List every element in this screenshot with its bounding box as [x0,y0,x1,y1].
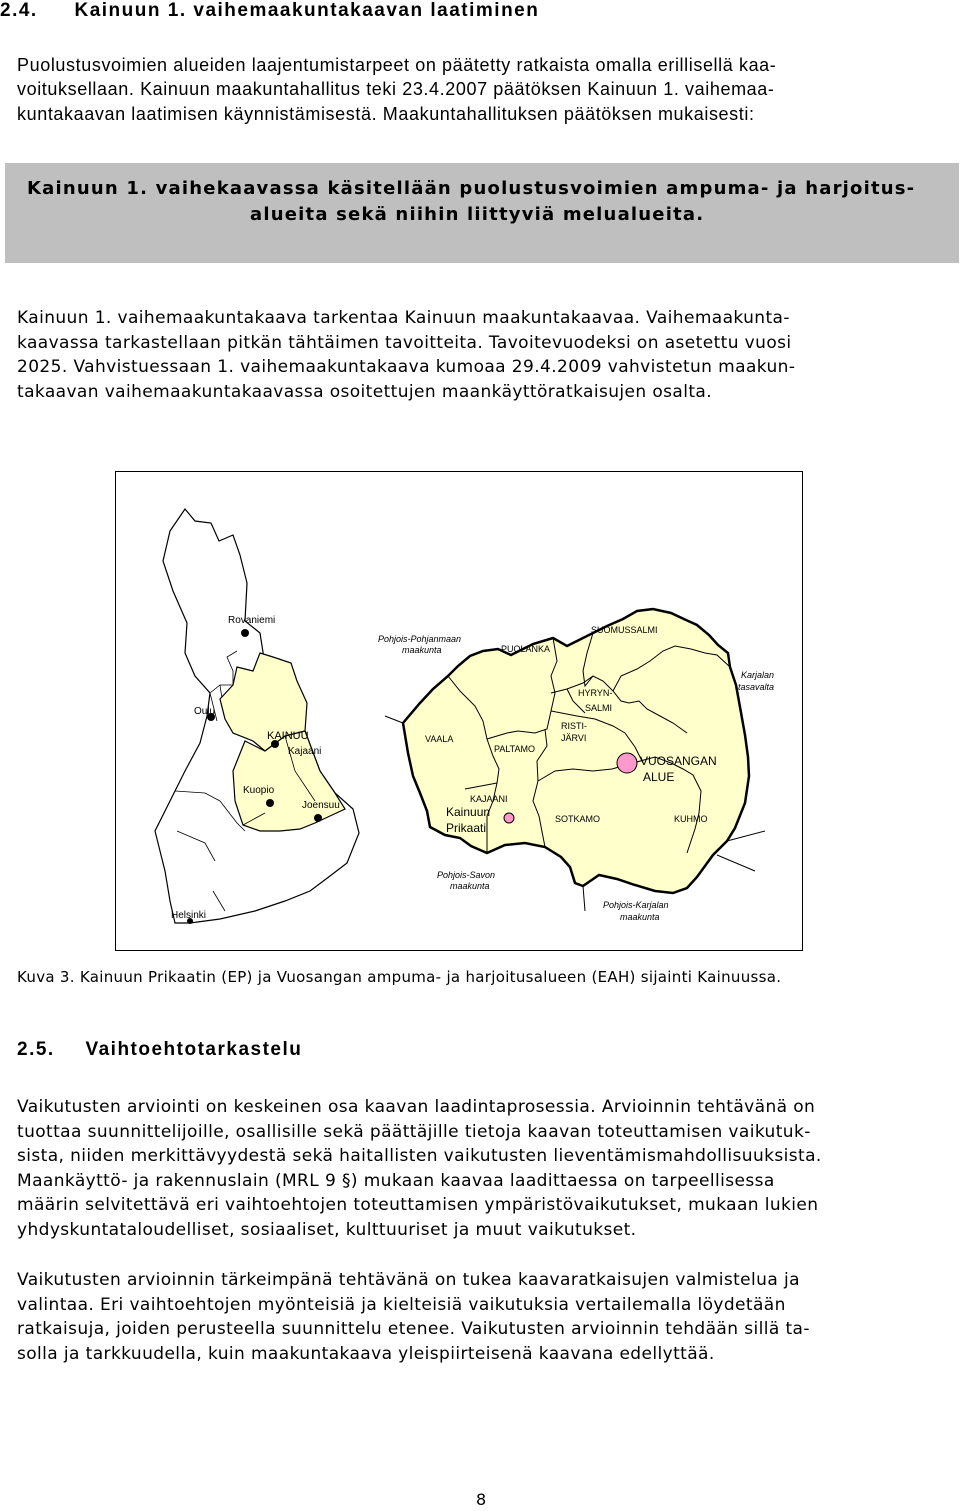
text-line: Puolustusvoimien alueiden laajentumistarpeet on päätetty ratkaista omalla erillisellä kaa- [17,55,777,75]
text-line: solla ja tarkkuudella, kuin maakuntakaava yleispiirteisenä kaavana edellyttää. [17,1344,715,1364]
map-label-pohjois-karjala: Pohjois-Karjalan [603,900,669,910]
map-label-ristijarvi: RISTI- [561,721,587,731]
map-label-kajaani: Kajaani [288,746,322,757]
map-label-kajaani-detail: KAJAANI [470,794,508,804]
map-label-joensuu: Joensuu [302,800,340,811]
map-label-vuosanka-sub: ALUE [643,770,675,784]
map-label-vuosanka: VUOSANGAN [640,754,717,768]
map-label-ristijarvi-sub: JÄRVI [561,733,587,743]
map-label-kainuu: KAINUU [267,730,309,742]
text-line: tuottaa suunnittelijoille, osallisille sekä päättäjille tietoja kaavan toteuttamisen vaikutuk- [17,1122,811,1142]
text-line: voituksellaan. Kainuun maakuntahallitus teki 23.4.2007 päätöksen Kainuun 1. vaihemaa- [17,79,775,99]
map-label-suomussalmi: SUOMUSSALMI [591,625,658,635]
rovaniemi-dot [241,629,249,637]
map-label-pohjois-pohjanmaa-sub: maakunta [402,645,442,655]
section-heading-2-4 [0,0,539,22]
map-label-prikaati: Kainuun [446,805,491,819]
page-number: 8 [476,1490,487,1509]
map-label-paltamo: PALTAMO [494,744,536,754]
text-line: 2025. Vahvistuessaan 1. vaihemaakuntakaava kumoaa 29.4.2009 vahvistetun maakun- [17,357,796,377]
highlight-box [5,163,959,263]
map-label-sotkamo: SOTKAMO [555,814,601,824]
kainuu-location-map [115,471,803,951]
kuopio-dot [266,799,274,807]
text-line: Maankäyttö- ja rakennuslain (MRL 9 §) mukaan kaavaa laadittaessa on tarpeellisessa [17,1171,775,1191]
section-title: Vaihtoehtotarkastelu [85,1039,303,1060]
text-line: sista, niiden merkittävyydestä sekä haitallisten vaikutusten lieventämismahdollisuuksista. [17,1146,822,1166]
prikaati-marker [504,813,514,823]
section-title: Kainuun 1. vaihemaakuntakaavan laatiminen [74,0,540,21]
map-label-prikaati-sub: Prikaati [446,821,487,835]
highlight-line: alueita sekä niihin liittyviä melualueita. [250,204,705,225]
map-label-helsinki: Helsinki [171,910,207,921]
text-line: valintaa. Eri vaihtoehtojen myönteisiä ja kielteisiä vaikutuksia vertailemalla löydetään [17,1295,786,1315]
text-line: kaavassa tarkastellaan pitkän tähtäimen tavoitteita. Tavoitevuodeksi on asetettu vuosi [17,333,792,353]
map-label-vaala: VAALA [425,734,454,744]
text-line: Vaikutusten arvioinnin tärkeimpänä tehtävänä on tukea kaavaratkaisujen valmistelua ja [17,1270,800,1290]
map-label-oulu: Oulu [194,706,216,717]
text-line: määrin selvitettävä eri vaihtoehtojen toteuttamisen ympäristövaikutukset, mukaan lukien [17,1195,819,1215]
text-line: Kainuun 1. vaihemaakuntakaava tarkentaa Kainuun maakuntakaavaa. Vaihemaakunta- [17,308,790,328]
figure-caption: Kuva 3. Kainuun Prikaatin (EP) ja Vuosangan ampuma- ja harjoitusalueen (EAH) sijainti Kainuussa. [17,968,782,986]
highlight-line: Kainuun 1. vaihekaavassa käsitellään puolustusvoimien ampuma- ja harjoitus- [27,178,916,199]
map-label-hyrynsalmi-sub: SALMI [585,703,613,713]
section-number: 2.4. [0,0,38,21]
map-label-pohjois-savo: Pohjois-Savon [437,870,496,880]
text-line: ratkaisuja, joiden perusteella suunnittelu etenee. Vaikutusten arvioinnin tehdään sillä ta- [17,1319,810,1339]
map-label-kuhmo: KUHMO [674,814,708,824]
map-label-rovaniemi: Rovaniemi [228,615,276,626]
map-label-pohjois-pohjanmaa: Pohjois-Pohjanmaan [378,634,462,644]
section-number: 2.5. [17,1039,55,1060]
map-label-karjalan-sub: tasavalta [738,682,775,692]
map-label-pohjois-savo-sub: maakunta [450,881,490,891]
map-label-puolanka: PUOLANKA [501,644,551,654]
map-label-karjalan: Karjalan [741,670,775,680]
text-line: Vaikutusten arviointi on keskeinen osa kaavan laadintaprosessia. Arvioinnin tehtävänä on [17,1097,816,1117]
map-label-kuopio: Kuopio [243,785,275,796]
joensuu-dot [314,814,322,822]
map-label-hyrynsalmi: HYRYN- [578,688,613,698]
vuosanka-area-marker [617,753,637,773]
text-line: yhdyskuntataloudelliset, sosiaaliset, kulttuuriset ja muut vaikutukset. [17,1220,637,1240]
text-line: kuntakaavan laatimisen käynnistämisestä. Maakuntahallituksen päätöksen mukaisesti: [17,104,755,124]
text-line: takaavan vaihemaakuntakaavassa osoitettujen maankäyttöratkaisujen osalta. [17,382,713,402]
section-heading-2-5 [17,1039,302,1061]
map-label-pohjois-karjala-sub: maakunta [620,912,660,922]
